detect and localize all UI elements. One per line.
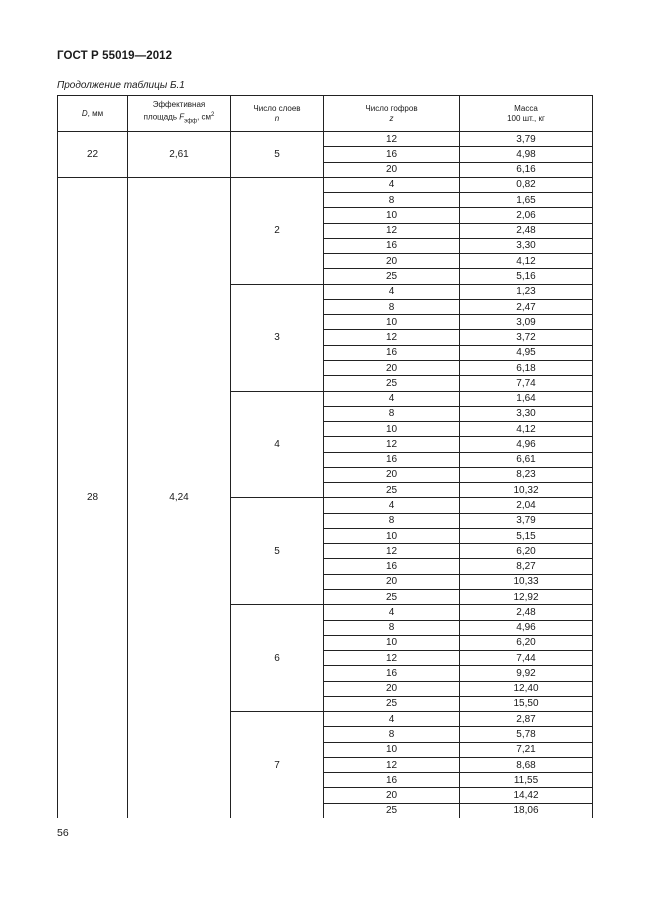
corrugations-cell: 10 — [324, 315, 460, 330]
mass-label-line2: 100 шт., кг — [507, 113, 545, 123]
corrugations-cell: 4 — [324, 284, 460, 299]
mass-cell: 18,06 — [460, 803, 593, 818]
mass-cell: 12,40 — [460, 681, 593, 696]
corrugations-cell: 10 — [324, 635, 460, 650]
mass-label-line1: Масса — [514, 103, 538, 113]
table-header-row — [58, 96, 593, 132]
corrugations-cell: 8 — [324, 727, 460, 742]
mass-cell: 2,48 — [460, 605, 593, 620]
mass-cell: 2,04 — [460, 498, 593, 513]
corrugations-cell: 4 — [324, 605, 460, 620]
mass-cell: 3,30 — [460, 406, 593, 421]
area-unit-sup: 2 — [211, 112, 215, 119]
area-label-line1: Эффективная — [152, 100, 206, 110]
mass-cell: 1,65 — [460, 193, 593, 208]
corrugations-cell: 16 — [324, 238, 460, 253]
mass-cell: 6,61 — [460, 452, 593, 467]
mass-cell: 5,16 — [460, 269, 593, 284]
diameter-unit: , мм — [87, 108, 104, 118]
corrugations-cell: 12 — [324, 437, 460, 452]
diameter-symbol: D — [81, 108, 88, 118]
layers-cell: 3 — [231, 284, 324, 391]
mass-cell: 4,96 — [460, 437, 593, 452]
mass-cell: 2,87 — [460, 712, 593, 727]
effective-area-cell: 4,24 — [128, 177, 231, 818]
mass-cell: 2,06 — [460, 208, 593, 223]
corrugations-cell: 12 — [324, 223, 460, 238]
mass-cell: 3,72 — [460, 330, 593, 345]
mass-cell: 10,32 — [460, 483, 593, 498]
corrugations-cell: 16 — [324, 559, 460, 574]
corrugations-cell: 8 — [324, 299, 460, 314]
corrugations-cell: 20 — [324, 360, 460, 375]
corrugations-cell: 12 — [324, 132, 460, 147]
area-symbol: F — [179, 113, 185, 123]
layers-cell: 5 — [231, 498, 324, 605]
corrugations-cell: 25 — [324, 696, 460, 711]
corrugations-cell: 20 — [324, 681, 460, 696]
mass-cell: 6,20 — [460, 635, 593, 650]
corrugations-cell: 12 — [324, 330, 460, 345]
corrugations-cell: 20 — [324, 574, 460, 589]
area-label-prefix: площадь — [143, 113, 180, 123]
area-unit: , см — [197, 113, 212, 123]
mass-cell: 3,79 — [460, 513, 593, 528]
corrugations-cell: 16 — [324, 345, 460, 360]
mass-cell: 15,50 — [460, 696, 593, 711]
mass-cell: 6,16 — [460, 162, 593, 177]
mass-cell: 5,78 — [460, 727, 593, 742]
corrugations-cell: 20 — [324, 162, 460, 177]
mass-cell: 2,48 — [460, 223, 593, 238]
table-row — [58, 132, 593, 147]
corrugations-cell: 12 — [324, 757, 460, 772]
layers-cell: 4 — [231, 391, 324, 498]
mass-cell: 3,30 — [460, 238, 593, 253]
corrugations-cell: 25 — [324, 803, 460, 818]
table-body — [58, 132, 593, 818]
corrugations-symbol: z — [389, 113, 394, 123]
corrugations-cell: 10 — [324, 742, 460, 757]
area-subscript: эфф — [184, 118, 198, 125]
mass-cell: 4,95 — [460, 345, 593, 360]
corrugations-cell: 25 — [324, 269, 460, 284]
corrugations-cell: 4 — [324, 712, 460, 727]
corrugations-cell: 12 — [324, 544, 460, 559]
corrugations-cell: 16 — [324, 666, 460, 681]
mass-cell: 11,55 — [460, 773, 593, 788]
corrugations-cell: 16 — [324, 773, 460, 788]
document-standard-header: ГОСТ Р 55019—2012 — [57, 50, 173, 62]
layers-cell: 5 — [231, 132, 324, 178]
header-mass — [460, 96, 593, 132]
mass-cell: 2,47 — [460, 299, 593, 314]
corrugations-cell: 10 — [324, 422, 460, 437]
mass-cell: 4,96 — [460, 620, 593, 635]
mass-cell: 8,23 — [460, 467, 593, 482]
layers-cell: 2 — [231, 177, 324, 284]
mass-cell: 4,12 — [460, 254, 593, 269]
mass-cell: 8,27 — [460, 559, 593, 574]
corrugations-cell: 20 — [324, 788, 460, 803]
corrugations-cell: 10 — [324, 528, 460, 543]
mass-cell: 9,92 — [460, 666, 593, 681]
diameter-cell: 22 — [58, 132, 128, 178]
mass-table — [57, 95, 593, 818]
table-row — [58, 177, 593, 192]
corrugations-cell: 16 — [324, 147, 460, 162]
mass-cell: 7,74 — [460, 376, 593, 391]
page-number: 56 — [57, 827, 69, 839]
corrugations-cell: 8 — [324, 406, 460, 421]
corrugations-cell: 8 — [324, 513, 460, 528]
header-diameter — [58, 96, 128, 132]
mass-cell: 6,20 — [460, 544, 593, 559]
header-effective-area — [128, 96, 231, 132]
corrugations-cell: 4 — [324, 498, 460, 513]
corrugations-cell: 12 — [324, 651, 460, 666]
mass-cell: 7,44 — [460, 651, 593, 666]
header-layers — [231, 96, 324, 132]
corrugations-label: Число гофров — [365, 103, 418, 113]
layers-cell: 7 — [231, 712, 324, 818]
corrugations-cell: 8 — [324, 620, 460, 635]
effective-area-cell: 2,61 — [128, 132, 231, 178]
corrugations-cell: 10 — [324, 208, 460, 223]
corrugations-cell: 25 — [324, 483, 460, 498]
corrugations-cell: 20 — [324, 254, 460, 269]
diameter-cell: 28 — [58, 177, 128, 818]
corrugations-cell: 16 — [324, 452, 460, 467]
header-corrugations — [324, 96, 460, 132]
mass-cell: 8,68 — [460, 757, 593, 772]
mass-cell: 3,79 — [460, 132, 593, 147]
corrugations-cell: 8 — [324, 193, 460, 208]
mass-cell: 5,15 — [460, 528, 593, 543]
mass-cell: 4,98 — [460, 147, 593, 162]
corrugations-cell: 4 — [324, 391, 460, 406]
table-caption: Продолжение таблицы Б.1 — [57, 80, 185, 91]
mass-cell: 6,18 — [460, 360, 593, 375]
mass-cell: 0,82 — [460, 177, 593, 192]
corrugations-cell: 25 — [324, 376, 460, 391]
mass-cell: 3,09 — [460, 315, 593, 330]
mass-cell: 12,92 — [460, 589, 593, 604]
layers-symbol: n — [274, 113, 280, 123]
mass-cell: 4,12 — [460, 422, 593, 437]
mass-cell: 14,42 — [460, 788, 593, 803]
corrugations-cell: 20 — [324, 467, 460, 482]
mass-cell: 1,23 — [460, 284, 593, 299]
corrugations-cell: 4 — [324, 177, 460, 192]
mass-cell: 10,33 — [460, 574, 593, 589]
mass-cell: 7,21 — [460, 742, 593, 757]
layers-cell: 6 — [231, 605, 324, 712]
corrugations-cell: 25 — [324, 589, 460, 604]
layers-label: Число слоев — [253, 103, 301, 113]
mass-cell: 1,64 — [460, 391, 593, 406]
